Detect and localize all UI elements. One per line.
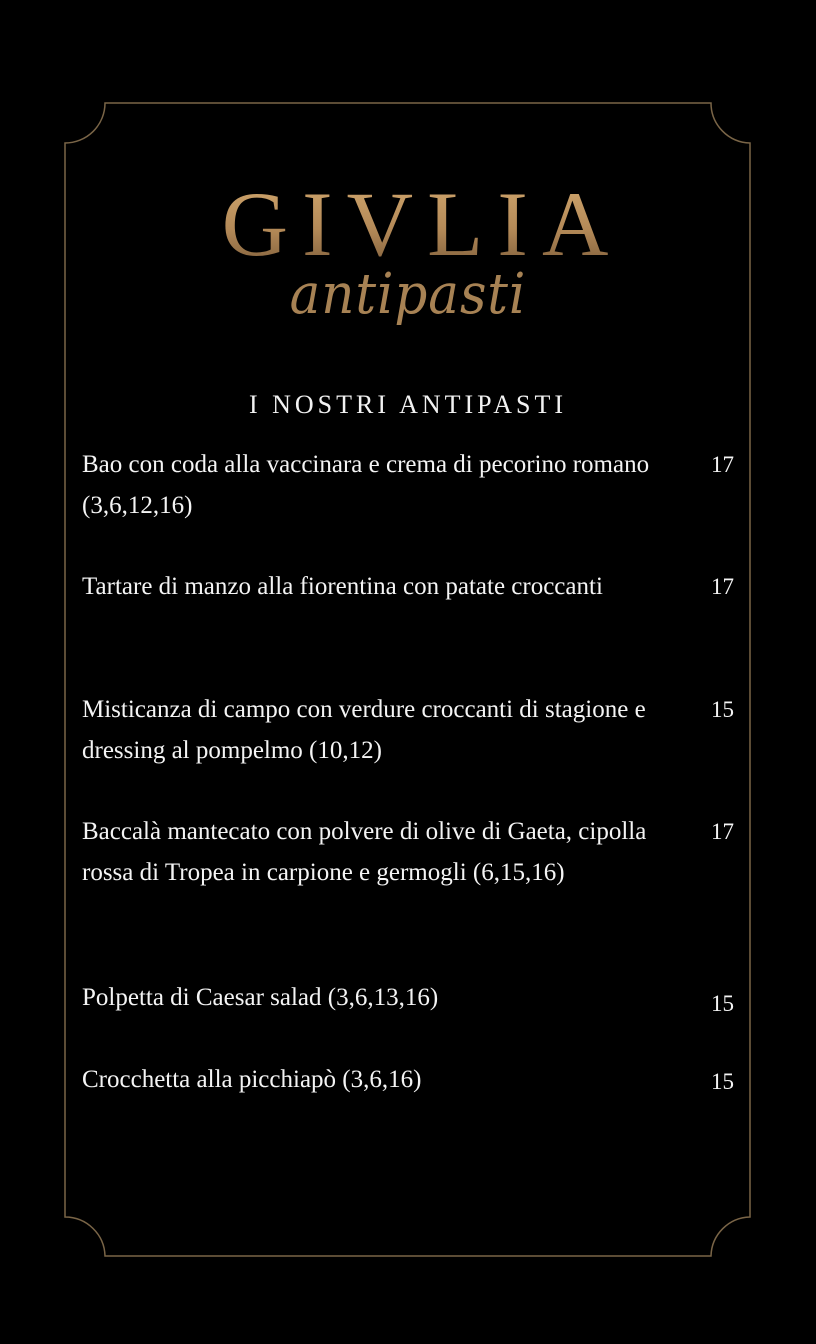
menu-item-name: Tartare di manzo alla fiorentina con patate croccanti	[82, 573, 603, 600]
menu-item-name: Bao con coda alla vaccinara e crema di pecorino romano (3,6,12,16)	[82, 451, 650, 519]
menu-item-price: 15	[711, 697, 734, 722]
menu-item-price: 15	[711, 991, 734, 1016]
menu-item-name: Baccalà mantecato con polvere di olive di Gaeta, cipolla rossa di Tropea in carpione e germogli (6,15,16)	[82, 818, 647, 886]
menu-item-name: Crocchetta alla picchiapò (3,6,16)	[82, 1066, 422, 1093]
menu-item-name: Misticanza di campo con verdure croccanti di stagione e dressing al pompelmo (10,12)	[82, 696, 646, 764]
menu-item-price: 17	[711, 819, 734, 844]
menu-item-price: 15	[711, 1069, 734, 1094]
menu-item-name: Polpetta di Caesar salad (3,6,13,16)	[82, 984, 439, 1011]
menu-item-price: 17	[711, 452, 734, 477]
brand-logo: GIVLIA	[0, 178, 816, 270]
menu-item-price: 17	[711, 574, 734, 599]
category-script-title: antipasti	[289, 262, 527, 327]
section-title: I NOSTRI ANTIPASTI	[248, 390, 568, 419]
